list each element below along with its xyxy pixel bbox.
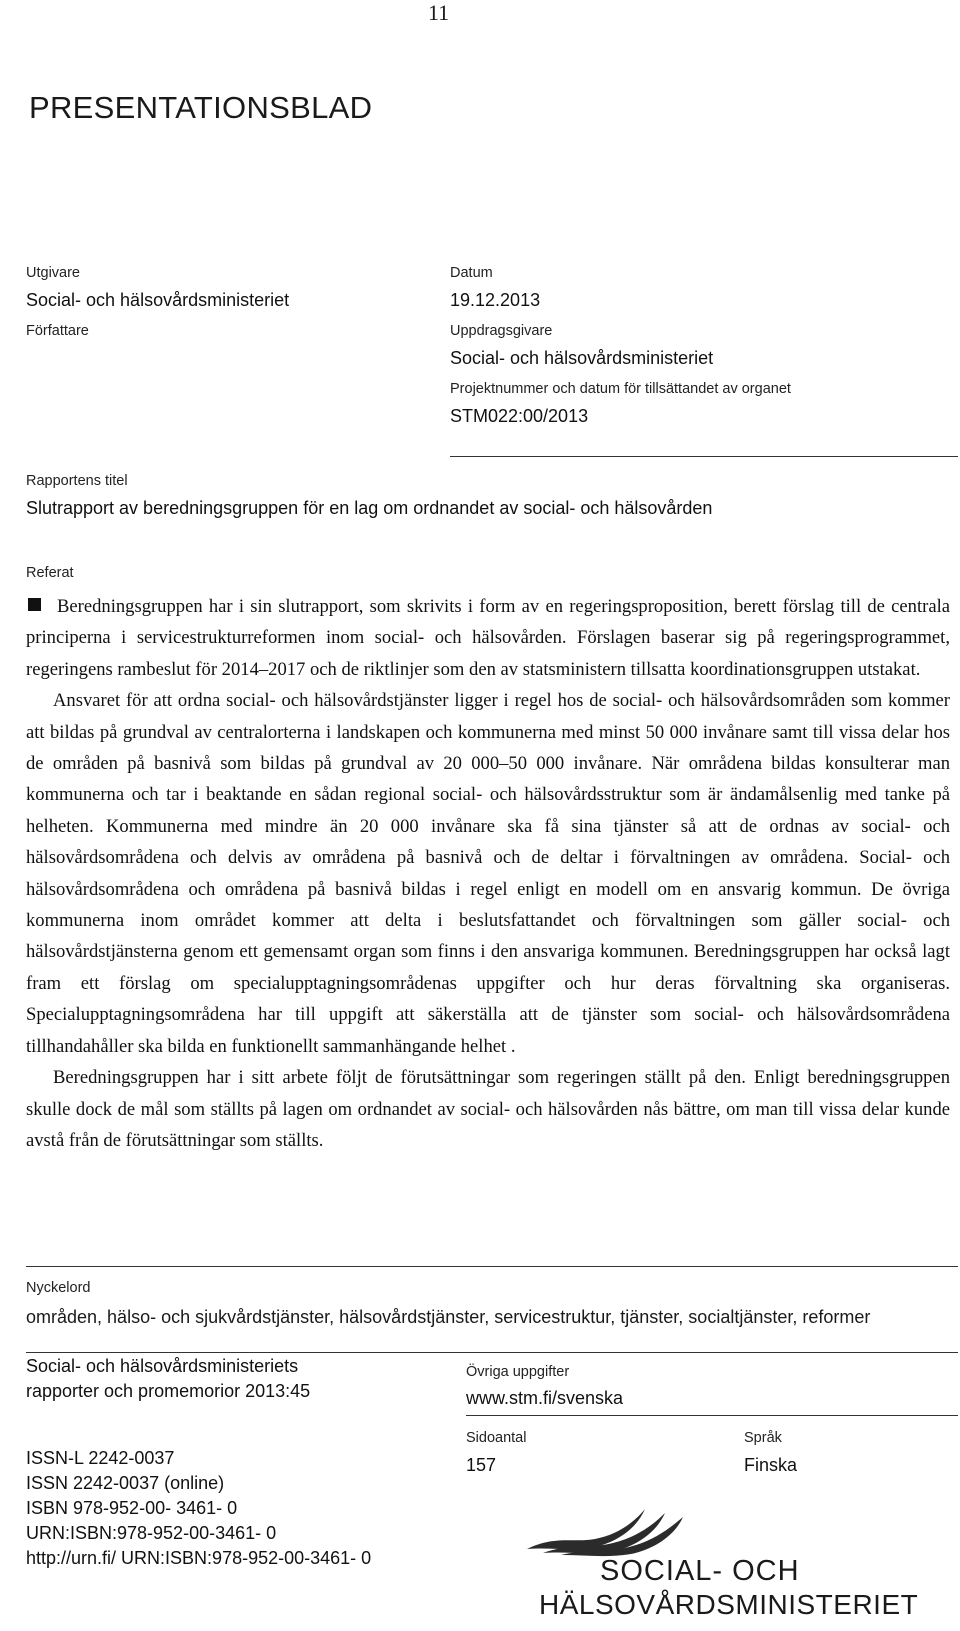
pages-value: 157 [466,1455,497,1475]
isbn: ISBN 978-952-00- 3461- 0 [26,1498,238,1518]
logo-text-line-1: SOCIAL- OCH [600,1555,800,1587]
urn-isbn: URN:ISBN:978-952-00-3461- 0 [26,1523,277,1543]
date-value: 19.12.2013 [450,290,541,310]
issn-l: ISSN-L 2242-0037 [26,1448,175,1468]
publisher-value: Social- och hälsovårdsministeriet [26,290,290,310]
divider-project [450,456,958,457]
abstract-paragraph: Ansvaret för att ordna social- och hälsovårdstjänster ligger i regel hos de social- och hälsovårdsområden som kommer att bildas på grundval av centralorterna i landskapen och kommunerna med minst 50 000 invånare samt till vissa delar hos de områden på basnivå som bildas på grundval av 20 000–50 000 invånare. När områdena bildas konsulterar man kommunerna och tar i beaktande en sådan regional social- och hälsovårdsstruktur som är ändamålsenlig med tanke på helheten. Kommunerna med mindre än 20 000 invånare ska få sina tjänster så att de ordnas av social- och hälsovårdsområdena och delvis av områdena på basnivå och de deltar i förvaltningen av områdena. Social- och hälsovårdsområdena och områdena på basnivå bildas i regel enligt en modell om en ansvarig kommun. De övriga kommunerna inom området kommer att delta i beslutsfattandet och förvaltningen som gäller social- och hälsovårdstjänsterna genom ett gemensamt organ som finns i den ansvariga kommunen. Beredningsgruppen har också lagt fram ett förslag om specialupptagningsområdenas uppgifter och hur deras förvaltning ska organiseras. Specialupptagningsområdena har till uppgift att säkerställa att de tjänster som social- och hälsovårdsområdena tillhandahåller ska bilda en funktionellt sammanhängande helhet . [26,690,950,1057]
other-info-link[interactable]: www.stm.fi/svenska [466,1388,624,1408]
publisher-label: Utgivare [26,265,80,281]
commissioner-value: Social- och hälsovårdsministeriet [450,348,714,368]
abstract-label: Referat [26,565,74,581]
commissioner-label: Uppdragsgivare [450,323,553,339]
abstract-paragraph: Beredningsgruppen har i sin slutrapport, som skrivits i form av en regeringsproposition, berett förslag till de centrala principerna i servicestrukturreformen inom social- och hälsovården. Förslagen baserar sig på regeringsprogrammet, regeringens rambeslut för 2014–2017 och de riktlinjer som den av statsministern tillsatta koordinationsgruppen utstakat. [26,596,950,680]
abstract-body [26,591,950,1156]
divider-keywords [26,1352,958,1353]
bullet-square-icon [28,598,41,611]
keywords-value: områden, hälso- och sjukvårdstjänster, hälsovårdstjänster, servicestruktur, tjänster, socialtjänster, reformer [26,1307,871,1327]
language-value: Finska [744,1455,798,1475]
page-title: PRESENTATIONSBLAD [29,90,373,125]
project-value: STM022:00/2013 [450,406,589,426]
pages-label: Sidoantal [466,1430,527,1446]
other-info-label: Övriga uppgifter [466,1364,570,1380]
project-label: Projektnummer och datum för tillsättandet av organet [450,381,791,397]
report-title-value: Slutrapport av beredningsgruppen för en lag om ordnandet av social- och hälsovården [26,498,713,518]
page-number: 11 [428,0,450,25]
date-label: Datum [450,265,493,281]
language-label: Språk [744,1430,782,1446]
ministry-logo [525,1505,935,1623]
report-title-label: Rapportens titel [26,473,128,489]
wave-emblem-icon [525,1505,695,1557]
author-label: Författare [26,323,89,339]
logo-text-line-2: HÄLSOVÅRDSMINISTERIET [539,1589,919,1620]
divider-other-info [466,1415,958,1416]
series-line-1: Social- och hälsovårdsministeriets [26,1356,299,1376]
divider-abstract [26,1266,958,1267]
series-line-2: rapporter och promemorior 2013:45 [26,1381,311,1401]
urn-link[interactable]: http://urn.fi/ URN:ISBN:978-952-00-3461- 0 [26,1548,372,1568]
keywords-label: Nyckelord [26,1280,91,1296]
issn-online: ISSN 2242-0037 (online) [26,1473,225,1493]
abstract-paragraph: Beredningsgruppen har i sitt arbete följt de förutsättningar som regeringen ställt på den. Enligt beredningsgruppen skulle dock de mål som ställts på lagen om ordnandet av social- och hälsovården nås bättre, om man till vissa delar kunde avstå från de förutsättningar som ställts. [26,1067,950,1151]
